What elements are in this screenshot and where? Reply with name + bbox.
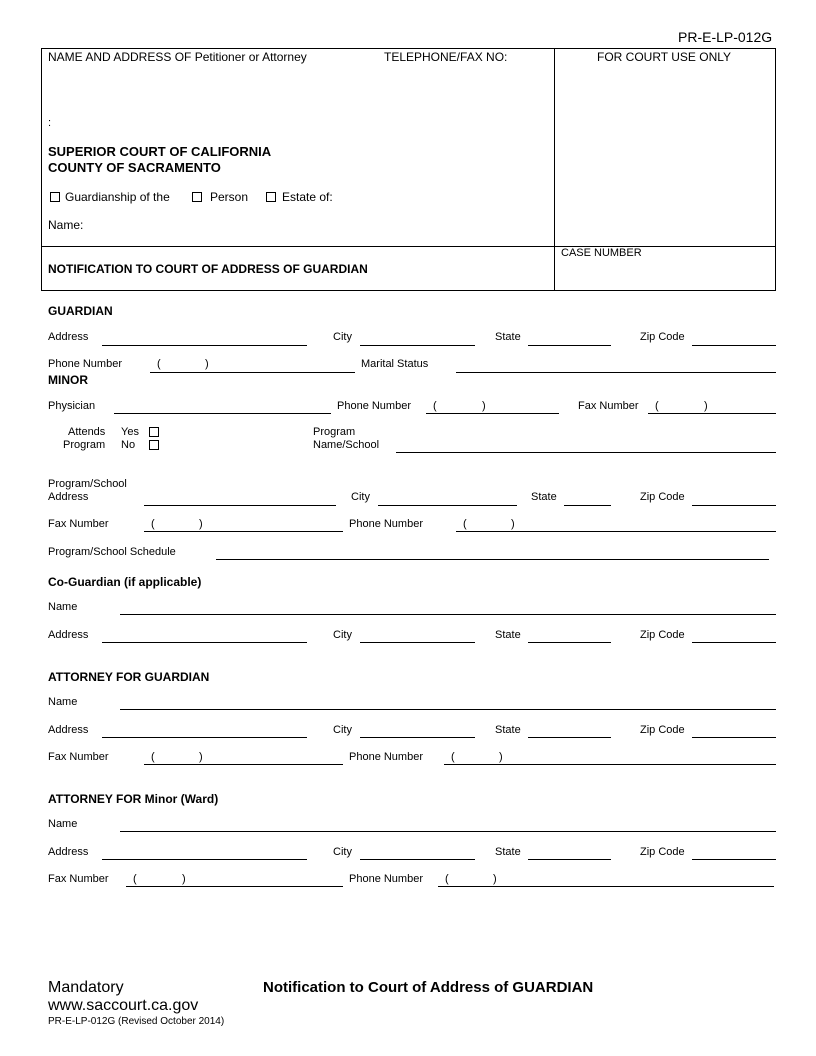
attorney-minor-fax-field[interactable] <box>126 886 343 887</box>
attorney-guardian-state-label: State <box>495 724 521 736</box>
attorney-minor-heading: ATTORNEY FOR Minor (Ward) <box>48 792 219 806</box>
ps-fax-paren-close: ) <box>199 518 203 530</box>
ps-fax-field[interactable] <box>144 531 343 532</box>
attorney-minor-fax-paren-close: ) <box>182 873 186 885</box>
attorney-guardian-name-field[interactable] <box>120 709 776 710</box>
attorney-guardian-zip-field[interactable] <box>692 737 776 738</box>
attorney-guardian-zip-label: Zip Code <box>640 724 685 736</box>
minor-phone-paren-close: ) <box>482 400 486 412</box>
attorney-guardian-address-field[interactable] <box>102 737 307 738</box>
ps-schedule-label: Program/School Schedule <box>48 546 176 558</box>
attorney-minor-fax-paren-open: ( <box>133 873 137 885</box>
ps-address-label-line2: Address <box>48 491 89 503</box>
minor-physician-label: Physician <box>48 400 96 412</box>
guardian-city-label: City <box>333 331 352 343</box>
ps-zip-label: Zip Code <box>640 491 685 503</box>
program-name-label-line1: Program <box>313 426 356 438</box>
ps-city-label: City <box>351 491 370 503</box>
attorney-minor-name-label: Name <box>48 818 78 830</box>
attorney-guardian-phone-paren-open: ( <box>451 751 455 763</box>
minor-phone-paren-open: ( <box>433 400 437 412</box>
co-guardian-zip-field[interactable] <box>692 642 776 643</box>
ps-schedule-field[interactable] <box>216 559 769 560</box>
guardian-city-field[interactable] <box>360 345 475 346</box>
attorney-minor-state-label: State <box>495 846 521 858</box>
attorney-minor-address-field[interactable] <box>102 859 307 860</box>
attorney-minor-zip-label: Zip Code <box>640 846 685 858</box>
attorney-guardian-city-field[interactable] <box>360 737 475 738</box>
person-label: Person <box>210 190 249 204</box>
minor-physician-field[interactable] <box>114 413 331 414</box>
attorney-minor-phone-paren-open: ( <box>445 873 449 885</box>
ps-phone-paren-close: ) <box>511 518 515 530</box>
estate-label: Estate of: <box>282 190 333 204</box>
guardian-marital-label: Marital Status <box>361 358 429 370</box>
ps-phone-paren-open: ( <box>463 518 467 530</box>
ps-fax-label: Fax Number <box>48 518 109 530</box>
guardian-phone-field[interactable] <box>150 372 355 373</box>
footer-website: www.saccourt.ca.gov <box>48 997 199 1014</box>
guardian-phone-label: Phone Number <box>48 358 122 370</box>
ps-fax-paren-open: ( <box>151 518 155 530</box>
attorney-guardian-phone-label: Phone Number <box>349 751 423 763</box>
attorney-minor-phone-field[interactable] <box>438 886 774 887</box>
header-divider-horizontal <box>41 246 776 247</box>
attorney-guardian-heading: ATTORNEY FOR GUARDIAN <box>48 670 210 684</box>
co-guardian-name-field[interactable] <box>120 614 776 615</box>
minor-fax-label: Fax Number <box>578 400 639 412</box>
attorney-guardian-city-label: City <box>333 724 352 736</box>
guardian-phone-paren-close: ) <box>205 358 209 370</box>
attorney-minor-phone-paren-close: ) <box>493 873 497 885</box>
guardian-state-label: State <box>495 331 521 343</box>
ps-address-label-line1: Program/School <box>48 478 127 490</box>
form-code: PR-E-LP-012G <box>678 29 773 45</box>
attends-yes-label: Yes <box>121 426 139 438</box>
guardian-heading: GUARDIAN <box>48 304 113 318</box>
attorney-guardian-phone-field[interactable] <box>444 764 776 765</box>
attorney-guardian-fax-paren-close: ) <box>199 751 203 763</box>
colon-mark: : <box>48 117 52 129</box>
guardianship-checkbox[interactable] <box>50 192 60 202</box>
co-guardian-city-label: City <box>333 629 352 641</box>
minor-fax-paren-close: ) <box>704 400 708 412</box>
co-guardian-city-field[interactable] <box>360 642 475 643</box>
co-guardian-address-label: Address <box>48 629 89 641</box>
attorney-guardian-name-label: Name <box>48 696 78 708</box>
guardian-marital-field[interactable] <box>456 372 776 373</box>
footer-revised: PR-E-LP-012G (Revised October 2014) <box>48 1016 225 1027</box>
ps-phone-field[interactable] <box>456 531 776 532</box>
header-divider-vertical <box>554 48 555 291</box>
attorney-minor-name-field[interactable] <box>120 831 776 832</box>
co-guardian-zip-label: Zip Code <box>640 629 685 641</box>
guardian-state-field[interactable] <box>528 345 611 346</box>
attends-yes-checkbox[interactable] <box>149 427 159 437</box>
attorney-minor-state-field[interactable] <box>528 859 611 860</box>
name-label: Name: <box>48 218 84 232</box>
co-guardian-heading: Co-Guardian (if applicable) <box>48 575 202 589</box>
guardian-address-field[interactable] <box>102 345 307 346</box>
co-guardian-name-label: Name <box>48 601 78 613</box>
guardian-zip-field[interactable] <box>692 345 776 346</box>
ps-state-label: State <box>531 491 557 503</box>
attends-no-label: No <box>121 439 136 451</box>
telephone-label: TELEPHONE/FAX NO: <box>384 50 508 64</box>
minor-phone-field[interactable] <box>426 413 559 414</box>
minor-fax-paren-open: ( <box>655 400 659 412</box>
attends-label: Attends <box>68 426 106 438</box>
attends-no-checkbox[interactable] <box>149 440 159 450</box>
petitioner-label: NAME AND ADDRESS OF Petitioner or Attorney <box>48 50 307 64</box>
attorney-minor-zip-field[interactable] <box>692 859 776 860</box>
ps-phone-label: Phone Number <box>349 518 423 530</box>
attorney-minor-fax-label: Fax Number <box>48 873 109 885</box>
court-name-line2: COUNTY OF SACRAMENTO <box>48 160 221 175</box>
co-guardian-state-field[interactable] <box>528 642 611 643</box>
co-guardian-address-field[interactable] <box>102 642 307 643</box>
minor-fax-field[interactable] <box>648 413 776 414</box>
footer-title: Notification to Court of Address of GUARDIAN <box>263 979 594 996</box>
ps-state-field[interactable] <box>564 505 611 506</box>
co-guardian-state-label: State <box>495 629 521 641</box>
attorney-guardian-fax-paren-open: ( <box>151 751 155 763</box>
guardian-address-label: Address <box>48 331 89 343</box>
ps-address-field[interactable] <box>144 505 336 506</box>
form-title: NOTIFICATION TO COURT OF ADDRESS OF GUARDIAN <box>48 262 368 276</box>
guardianship-label: Guardianship of the <box>65 190 170 204</box>
person-checkbox[interactable] <box>192 192 202 202</box>
minor-phone-label: Phone Number <box>337 400 411 412</box>
attorney-guardian-address-label: Address <box>48 724 89 736</box>
attorney-minor-address-label: Address <box>48 846 89 858</box>
footer-mandatory: Mandatory <box>48 979 124 996</box>
court-name-line1: SUPERIOR COURT OF CALIFORNIA <box>48 144 272 159</box>
attorney-minor-city-field[interactable] <box>360 859 475 860</box>
guardian-zip-label: Zip Code <box>640 331 685 343</box>
attorney-minor-phone-label: Phone Number <box>349 873 423 885</box>
attorney-guardian-phone-paren-close: ) <box>499 751 503 763</box>
attorney-minor-city-label: City <box>333 846 352 858</box>
minor-heading: MINOR <box>48 373 88 387</box>
ps-zip-field[interactable] <box>692 505 776 506</box>
court-use-label: FOR COURT USE ONLY <box>597 50 732 64</box>
guardian-phone-paren-open: ( <box>157 358 161 370</box>
program-label: Program <box>63 439 106 451</box>
case-number-label: CASE NUMBER <box>561 247 642 259</box>
attorney-guardian-fax-label: Fax Number <box>48 751 109 763</box>
ps-city-field[interactable] <box>378 505 517 506</box>
program-name-label-line2: Name/School <box>313 439 380 451</box>
attorney-guardian-state-field[interactable] <box>528 737 611 738</box>
estate-checkbox[interactable] <box>266 192 276 202</box>
attorney-guardian-fax-field[interactable] <box>144 764 343 765</box>
program-name-field[interactable] <box>396 452 776 453</box>
